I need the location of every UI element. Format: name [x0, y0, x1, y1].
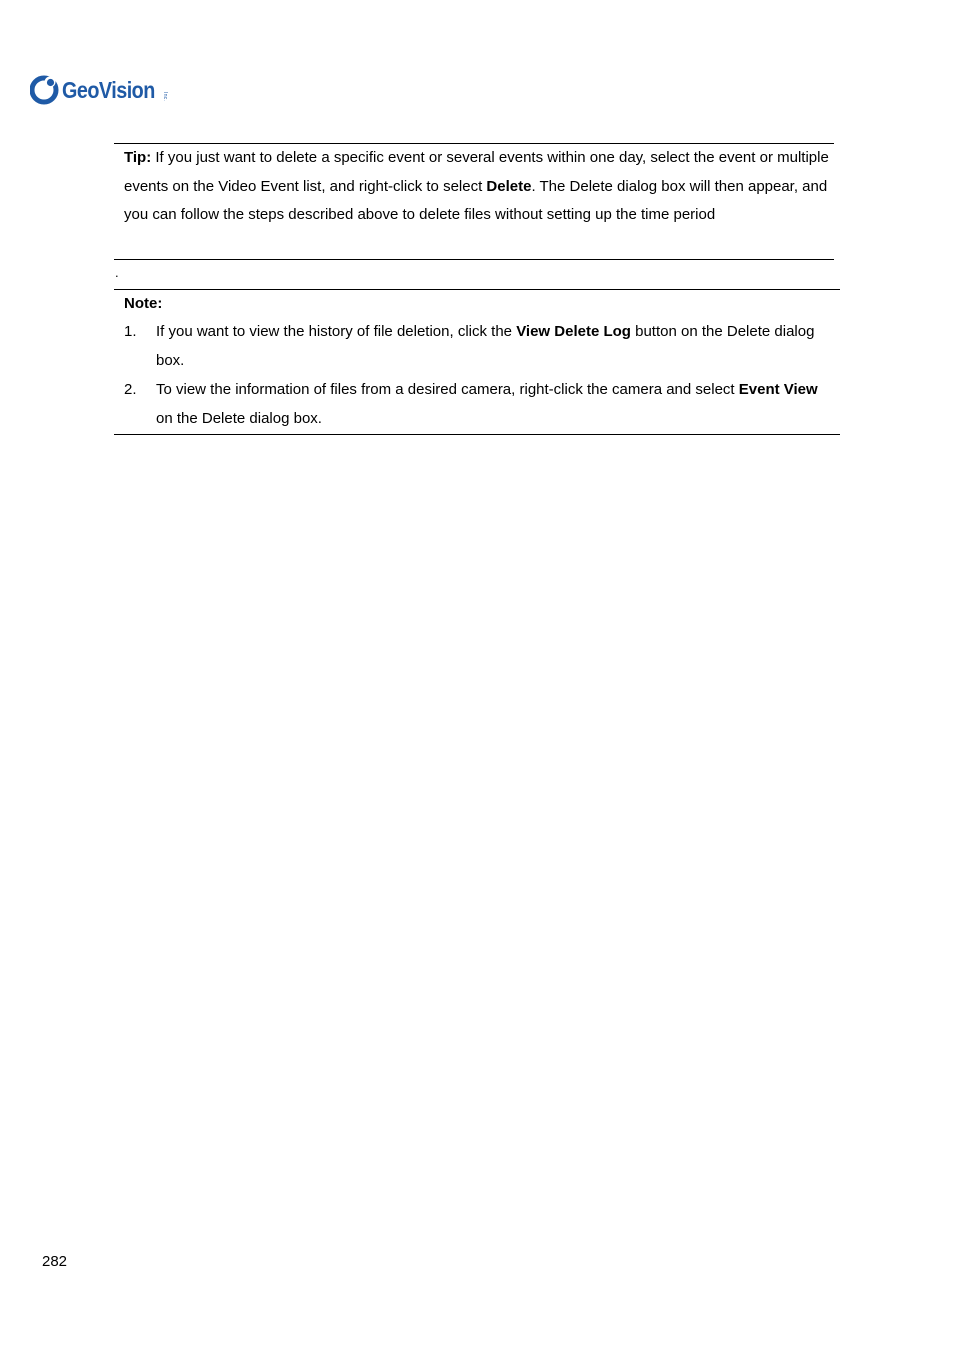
note-item-bold: Event View: [738, 381, 818, 398]
tip-bold-delete: Delete: [486, 177, 532, 195]
note-item-1: [124, 318, 834, 375]
note-item-body: [156, 376, 834, 433]
note-item-2: [124, 376, 834, 433]
tip-bottom-rule: [114, 259, 834, 260]
note-item-body: [156, 318, 834, 375]
tip-paragraph: [124, 144, 830, 230]
note-item-bold: View Delete Log: [516, 323, 631, 340]
note-bottom-rule: [114, 434, 840, 435]
note-top-rule: [114, 289, 840, 290]
page-number: 282: [42, 1253, 68, 1270]
geovision-logo: [30, 72, 170, 108]
note-item-number: 2.: [124, 381, 137, 398]
note-item-text-2: button on the Delete dialog box.: [156, 323, 815, 369]
separator-dot: .: [115, 265, 119, 280]
tip-label: Tip:: [124, 149, 152, 166]
note-item-text-1: If you want to view the history of file deletion, click the: [156, 323, 517, 340]
logo-wordmark: GeoVision: [62, 76, 155, 103]
note-title: Note:: [124, 295, 163, 312]
tip-text-2: . The Delete dialog box will then appear, and you can follow the steps described above to delete files without setting up the time period: [124, 177, 828, 224]
logo-trademark: Inc.: [162, 92, 168, 102]
note-item-text-1: To view the information of files from a desired camera, right-click the camera and select: [156, 381, 739, 398]
tip-text-1: If you just want to delete a specific event or several events within one day, select the event or multiple events on the Video Event list, and right-click to select: [124, 149, 829, 195]
note-item-number: 1.: [124, 323, 137, 340]
note-item-text-2: on the Delete dialog box.: [156, 409, 322, 427]
geovision-logo-icon: [30, 73, 60, 107]
